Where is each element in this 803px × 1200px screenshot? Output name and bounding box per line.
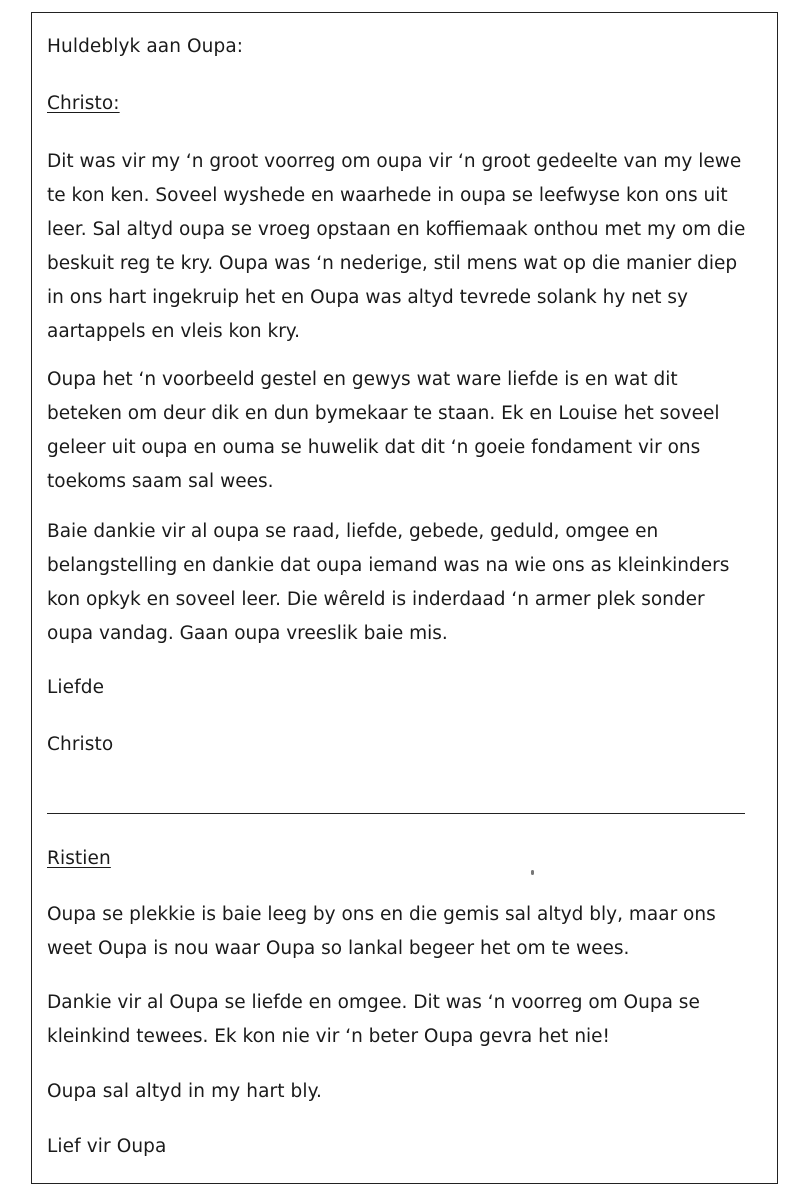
- section2-paragraph-2: [47, 986, 747, 1054]
- section2-paragraph-1: [47, 898, 747, 966]
- text-line: in ons hart ingekruip het en Oupa was altyd tevrede solank hy net sy: [47, 287, 688, 308]
- section1-paragraph-1: [47, 145, 747, 349]
- text-line: te kon ken. Soveel wyshede en waarhede in oupa se leefwyse kon ons uit: [47, 185, 728, 206]
- section1-signature: Christo: [47, 734, 114, 755]
- section1-closing: Liefde: [47, 677, 105, 698]
- text-line: Dit was vir my ‘n groot voorreg om oupa vir ‘n groot gedeelte van my lewe: [47, 151, 742, 172]
- section1-paragraph-3: [47, 515, 747, 651]
- text-line: kleinkind tewees. Ek kon nie vir ‘n beter Oupa gevra het nie!: [47, 1026, 610, 1047]
- section-divider: [47, 813, 745, 814]
- section1-author-heading: Christo:: [47, 93, 120, 114]
- text-line: Baie dankie vir al oupa se raad, liefde, gebede, geduld, omgee en: [47, 521, 659, 542]
- scan-speck: [531, 870, 534, 875]
- section2-paragraph-3: Oupa sal altyd in my hart bly.: [47, 1081, 323, 1102]
- text-line: Dankie vir al Oupa se liefde en omgee. Dit was ‘n voorreg om Oupa se: [47, 992, 700, 1013]
- section2-author-heading: Ristien: [47, 848, 111, 869]
- text-line: beteken om deur dik en dun bymekaar te staan. Ek en Louise het soveel: [47, 403, 720, 424]
- text-line: belangstelling en dankie dat oupa iemand was na wie ons as kleinkinders: [47, 555, 730, 576]
- text-line: leer. Sal altyd oupa se vroeg opstaan en koffiemaak onthou met my om die: [47, 219, 746, 240]
- text-line: oupa vandag. Gaan oupa vreeslik baie mis.: [47, 623, 448, 644]
- document-title: Huldeblyk aan Oupa:: [47, 36, 244, 57]
- text-line: Oupa se plekkie is baie leeg by ons en die gemis sal altyd bly, maar ons: [47, 904, 716, 925]
- section1-paragraph-2: [47, 363, 747, 499]
- text-line: Oupa het ‘n voorbeeld gestel en gewys wat ware liefde is en wat dit: [47, 369, 678, 390]
- text-line: geleer uit oupa en ouma se huwelik dat dit ‘n goeie fondament vir ons: [47, 437, 701, 458]
- text-line: beskuit reg te kry. Oupa was ‘n nederige, stil mens wat op die manier diep: [47, 253, 738, 274]
- text-line: kon opkyk en soveel leer. Die wêreld is inderdaad ‘n armer plek sonder: [47, 589, 705, 610]
- text-line: weet Oupa is nou waar Oupa so lankal begeer het om te wees.: [47, 938, 630, 959]
- text-line: toekoms saam sal wees.: [47, 471, 274, 492]
- text-line: aartappels en vleis kon kry.: [47, 321, 301, 342]
- section2-closing: Lief vir Oupa: [47, 1136, 167, 1157]
